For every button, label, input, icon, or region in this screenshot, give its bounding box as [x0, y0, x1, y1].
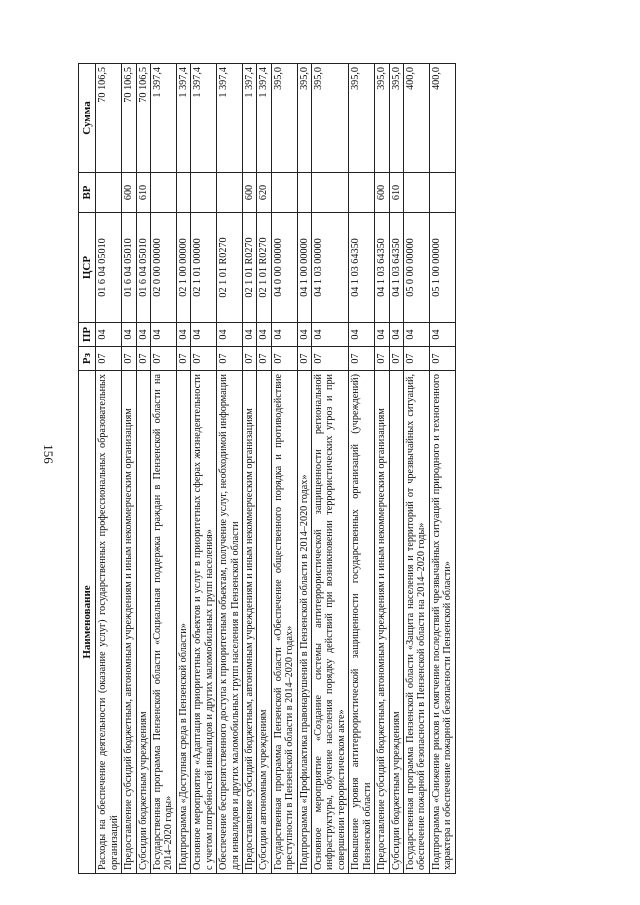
cell-pr: 04 — [136, 323, 150, 347]
cell-rz: 07 — [96, 347, 122, 371]
cell-rz: 07 — [136, 347, 150, 371]
cell-pr: 04 — [151, 323, 177, 347]
cell-vr — [429, 173, 455, 213]
cell-pr: 04 — [349, 323, 375, 347]
table-row — [312, 64, 349, 874]
cell-sum: 395,0 — [297, 64, 311, 173]
cell-name: Подпрограмма «Доступная среда в Пензенской области» — [176, 371, 190, 874]
cell-sum: 400,0 — [404, 64, 430, 173]
cell-name: Субсидии бюджетным учреждениям — [136, 371, 150, 874]
table-row — [217, 64, 243, 874]
cell-name: Государственная программа Пензенской области «Социальная поддержка граждан в Пензенской области на 2014–2020 годы» — [151, 371, 177, 874]
cell-rz: 07 — [404, 347, 430, 371]
cell-vr — [151, 173, 177, 213]
cell-vr — [404, 173, 430, 213]
cell-sum: 1 397,4 — [242, 64, 256, 173]
cell-pr: 04 — [429, 323, 455, 347]
header-csr: ЦСР — [79, 213, 96, 323]
rotated-table-container — [78, 64, 586, 874]
cell-sum: 1 397,4 — [217, 64, 243, 173]
cell-sum: 1 397,4 — [176, 64, 190, 173]
header-rz: Рз — [79, 347, 96, 371]
cell-csr: 02 1 01 R0270 — [217, 213, 243, 323]
cell-rz: 07 — [257, 347, 271, 371]
cell-rz: 07 — [191, 347, 217, 371]
table-row — [176, 64, 190, 874]
cell-csr: 04 1 03 64350 — [349, 213, 375, 323]
cell-rz: 07 — [122, 347, 136, 371]
cell-rz: 07 — [375, 347, 389, 371]
cell-csr: 04 0 00 00000 — [271, 213, 297, 323]
cell-pr: 04 — [217, 323, 243, 347]
cell-rz: 07 — [151, 347, 177, 371]
cell-vr: 600 — [122, 173, 136, 213]
table-row — [271, 64, 297, 874]
header-vr: ВР — [79, 173, 96, 213]
cell-vr: 610 — [389, 173, 403, 213]
table-row — [96, 64, 122, 874]
cell-rz: 07 — [217, 347, 243, 371]
table-row — [136, 64, 150, 874]
cell-pr: 04 — [191, 323, 217, 347]
table-row — [375, 64, 389, 874]
cell-sum: 1 397,4 — [191, 64, 217, 173]
cell-csr: 01 6 04 05010 — [96, 213, 122, 323]
cell-csr: 01 6 04 05010 — [122, 213, 136, 323]
cell-vr — [217, 173, 243, 213]
table-row — [297, 64, 311, 874]
cell-vr — [271, 173, 297, 213]
cell-name: Предоставление субсидий бюджетным, автономным учреждениям и иным некоммерческим организациям — [375, 371, 389, 874]
cell-sum: 395,0 — [375, 64, 389, 173]
table-row — [191, 64, 217, 874]
cell-csr: 04 1 03 00000 — [312, 213, 349, 323]
cell-vr — [191, 173, 217, 213]
cell-vr — [176, 173, 190, 213]
header-name: Наименование — [79, 371, 96, 874]
cell-pr: 04 — [312, 323, 349, 347]
cell-csr: 04 1 00 00000 — [297, 213, 311, 323]
cell-sum: 395,0 — [271, 64, 297, 173]
cell-rz: 07 — [349, 347, 375, 371]
page-number: 156 — [40, 444, 56, 464]
budget-table — [78, 63, 456, 874]
cell-name: Обеспечение беспрепятственного доступа к приоритетным объектам, получение услуг, необходимой информации для инвалидов и других маломобильных групп населения в Пензенской области — [217, 371, 243, 874]
cell-name: Подпрограмма «Снижение рисков и смягчение последствий чрезвычайных ситуаций природного и техногенного характера и обеспечение пожарной безопасности Пензенской области» — [429, 371, 455, 874]
cell-rz: 07 — [176, 347, 190, 371]
cell-pr: 04 — [122, 323, 136, 347]
cell-name: Субсидии бюджетным учреждениям — [389, 371, 403, 874]
cell-sum: 1 397,4 — [151, 64, 177, 173]
cell-name: Расходы на обеспечение деятельности (оказание услуг) государственных профессиональных образовательных организаций — [96, 371, 122, 874]
table-header-row — [79, 64, 96, 874]
table-body — [96, 64, 455, 874]
cell-sum: 70 106,5 — [96, 64, 122, 173]
cell-sum: 70 106,5 — [122, 64, 136, 173]
cell-rz: 07 — [297, 347, 311, 371]
table-row — [151, 64, 177, 874]
table-row — [122, 64, 136, 874]
table-row — [389, 64, 403, 874]
cell-pr: 04 — [375, 323, 389, 347]
cell-rz: 07 — [271, 347, 297, 371]
cell-csr: 04 1 03 64350 — [375, 213, 389, 323]
cell-pr: 04 — [96, 323, 122, 347]
cell-name: Государственная программа Пензенской области «Обеспечение общественного порядка и противодействие преступности в Пензенской области в 2014–2020 годах» — [271, 371, 297, 874]
table-row — [349, 64, 375, 874]
cell-csr: 05 1 00 00000 — [429, 213, 455, 323]
cell-csr: 04 1 03 64350 — [389, 213, 403, 323]
cell-csr: 01 6 04 05010 — [136, 213, 150, 323]
cell-name: Повышение уровня антитеррористической защищенности государственных организаций (учреждений) Пензенской области — [349, 371, 375, 874]
cell-name: Предоставление субсидий бюджетным, автономным учреждениям и иным некоммерческим организациям — [122, 371, 136, 874]
cell-name: Предоставление субсидий бюджетным, автономным учреждениям и иным некоммерческим организациям — [242, 371, 256, 874]
cell-pr: 04 — [271, 323, 297, 347]
cell-name: Подпрограмма «Профилактика правонарушений в Пензенской области в 2014–2020 годах» — [297, 371, 311, 874]
cell-rz: 07 — [429, 347, 455, 371]
cell-vr: 620 — [257, 173, 271, 213]
cell-vr: 610 — [136, 173, 150, 213]
cell-vr — [297, 173, 311, 213]
cell-sum: 70 106,5 — [136, 64, 150, 173]
cell-vr: 600 — [242, 173, 256, 213]
cell-vr — [349, 173, 375, 213]
cell-rz: 07 — [312, 347, 349, 371]
cell-csr: 02 0 00 00000 — [151, 213, 177, 323]
cell-pr: 04 — [176, 323, 190, 347]
cell-name: Субсидии автономным учреждениям — [257, 371, 271, 874]
cell-pr: 04 — [389, 323, 403, 347]
cell-csr: 02 1 01 R0270 — [242, 213, 256, 323]
cell-sum: 395,0 — [349, 64, 375, 173]
cell-csr: 05 0 00 00000 — [404, 213, 430, 323]
cell-pr: 04 — [297, 323, 311, 347]
cell-rz: 07 — [389, 347, 403, 371]
cell-sum: 400,0 — [429, 64, 455, 173]
cell-name: Основное мероприятие «Создание системы антитеррористической защищенности региональной инфраструктуры, обучение населения порядку действий при возникновении террористических угроз и при совершении террористическом акте» — [312, 371, 349, 874]
cell-vr: 600 — [375, 173, 389, 213]
table-row — [257, 64, 271, 874]
cell-csr: 02 1 00 00000 — [176, 213, 190, 323]
cell-name: Государственная программа Пензенской области «Защита населения и территорий от чрезвычайных ситуаций, обеспечение пожарной безопасности в Пензенской области на 2014–2020 годы» — [404, 371, 430, 874]
header-pr: ПР — [79, 323, 96, 347]
cell-name: Основное мероприятие «Адаптация приоритетных объектов и услуг в приоритетных сферах жизнедеятельности с учетом потребностей инвалидов и других маломобильных групп населения» — [191, 371, 217, 874]
cell-sum: 1 397,4 — [257, 64, 271, 173]
cell-vr — [96, 173, 122, 213]
cell-pr: 04 — [242, 323, 256, 347]
header-sum: Сумма — [79, 64, 96, 173]
table-row — [404, 64, 430, 874]
cell-pr: 04 — [257, 323, 271, 347]
cell-sum: 395,0 — [389, 64, 403, 173]
cell-csr: 02 1 01 00000 — [191, 213, 217, 323]
table-row — [242, 64, 256, 874]
cell-csr: 02 1 01 R0270 — [257, 213, 271, 323]
cell-vr — [312, 173, 349, 213]
cell-rz: 07 — [242, 347, 256, 371]
table-row — [429, 64, 455, 874]
cell-pr: 04 — [404, 323, 430, 347]
cell-sum: 395,0 — [312, 64, 349, 173]
